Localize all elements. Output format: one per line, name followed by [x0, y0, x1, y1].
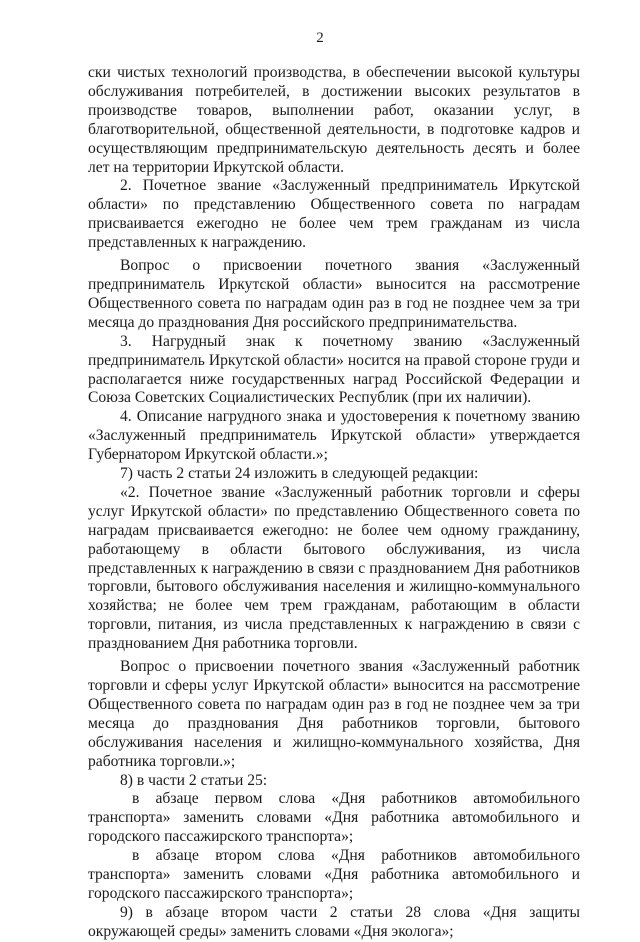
- paragraph: «2. Почетное звание «Заслуженный работник торговли и сферы услуг Иркутской области» по представлению Общественного совета по наградам присваивается ежегодно: не более чем одному гражданину, работающему в области бытового обслуживания, из числа представленных к награждению в связи с празднованием Дня работников торговли, бытового обслуживания населения и жилищно-коммунального хозяйства; не более чем трем гражданам, работающим в области торговли, питания, из числа представленных к награждению в связи с празднованием Дня работника торговли.: [88, 483, 580, 653]
- paragraph: 8) в части 2 статьи 25:: [120, 771, 268, 789]
- paragraph: 2. Почетное звание «Заслуженный предприниматель Иркутской области» по представлению Общественного совета по наградам присваивается ежегодно не более чем трем гражданам из числа представленных к награждению.: [88, 177, 580, 252]
- paragraph: 7) часть 2 статьи 24 изложить в следующей редакции:: [120, 465, 479, 483]
- paragraph: Вопрос о присвоении почетного звания «Заслуженный работник торговли и сферы услуг Иркутской области» выносится на рассмотрение Общественного совета по наградам один раз в год не позднее чем за три месяца до празднования Дня работников торговли, бытового обслуживания населения и жилищно-коммунального хозяйства, Дня работника торговли.»;: [88, 658, 580, 770]
- paragraph: в абзаце первом слова «Дня работников автомобильного транспорта» заменить словами «Дня работника автомобильного и городского пассажирского транспорта»;: [88, 790, 580, 846]
- paragraph: в абзаце втором слова «Дня работников автомобильного транспорта» заменить словами «Дня работника автомобильного и городского пассажирского транспорта»;: [88, 847, 580, 902]
- paragraph: 4. Описание нагрудного знака и удостоверения к почетному званию «Заслуженный предприниматель Иркутской области» утверждается Губернатором Иркутской области.»;: [88, 408, 580, 464]
- paragraph: Вопрос о присвоении почетного звания «Заслуженный предприниматель Иркутской области» выносится на рассмотрение Общественного совета по наградам один раз в год не позднее чем за три месяца до празднования Дня российского предпринимательства.: [88, 257, 580, 331]
- paragraph: 9) в абзаце втором части 2 статьи 28 слова «Дня защиты окружающей среды» заменить словами «Дня эколога»;: [88, 903, 580, 940]
- paragraph: ски чистых технологий производства, в обеспечении высокой культуры обслуживания потребителей, в достижении высоких результатов в производстве товаров, выполнении работ, оказании услуг, в благотворительной, общественной деятельности, в подготовке кадров и осуществляющим предпринимательскую деятельность десять и более лет на территории Иркутской области.: [88, 64, 580, 176]
- document-body: [88, 64, 580, 942]
- page-number: 2: [316, 30, 324, 46]
- paragraph: 3. Нагрудный знак к почетному званию «Заслуженный предприниматель Иркутской области» носится на правой стороне груди и располагается ниже государственных наград Российской Федерации и Союза Советских Социалистических Республик (при их наличии).: [88, 332, 580, 407]
